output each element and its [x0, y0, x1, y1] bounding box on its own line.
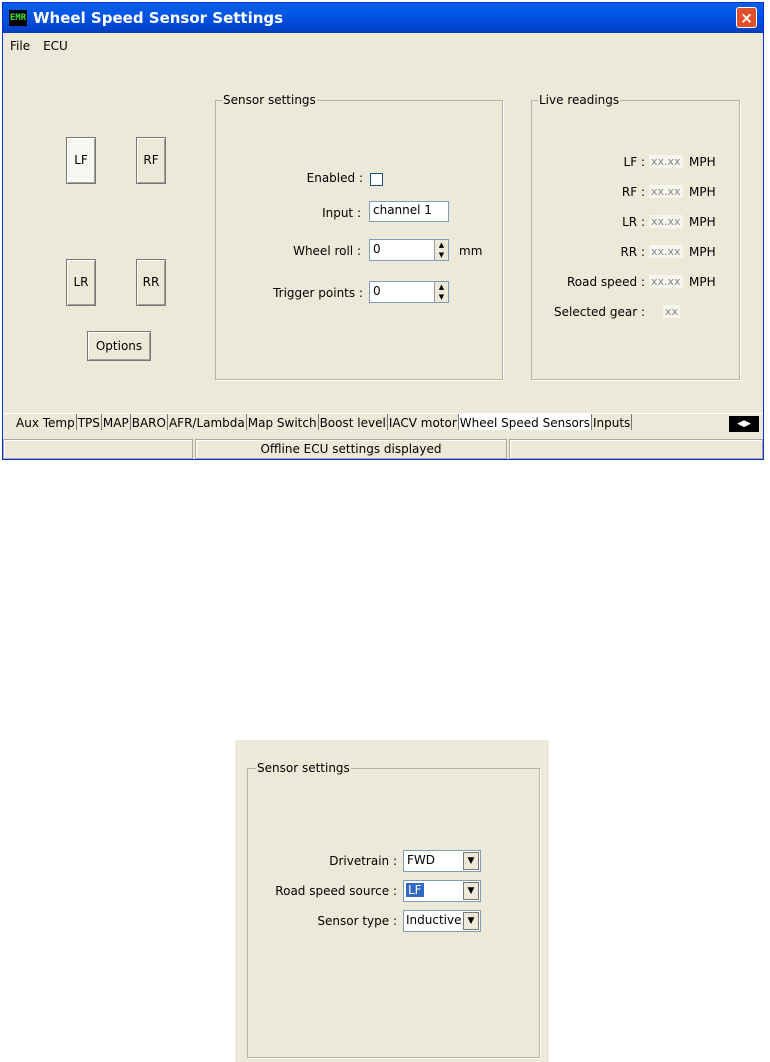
- tab-tps[interactable]: TPS: [77, 416, 100, 430]
- wheel-rr-button[interactable]: RR: [136, 259, 166, 306]
- menu-bar: [3, 39, 74, 57]
- detail-sensor-settings-group: [247, 768, 540, 1058]
- live-road-speed-value: xx.xx: [651, 275, 681, 288]
- status-bar: [3, 439, 763, 459]
- selected-gear-value: xx: [665, 305, 679, 318]
- trigger-points-spinner[interactable]: [369, 281, 449, 303]
- drivetrain-value: FWD: [407, 853, 436, 867]
- drivetrain-select[interactable]: [403, 850, 481, 872]
- live-readings-title: Live readings: [539, 93, 620, 107]
- sensor-settings-title: Sensor settings: [223, 93, 316, 107]
- tab-iacv-motor[interactable]: IACV motor: [388, 416, 457, 430]
- chevron-down-icon[interactable]: ▼: [463, 882, 479, 900]
- live-lr-label: LR :: [622, 215, 645, 229]
- tab-map-switch[interactable]: Map Switch: [247, 416, 317, 430]
- enabled-checkbox[interactable]: [370, 173, 383, 186]
- close-button[interactable]: ×: [736, 7, 757, 28]
- app-icon: EMR: [9, 10, 27, 26]
- tab-afr-lambda[interactable]: AFR/Lambda: [168, 416, 245, 430]
- live-rr-label: RR :: [620, 245, 645, 259]
- tab-aux-temp[interactable]: Aux Temp: [16, 416, 75, 430]
- sensor-settings-group: [215, 100, 503, 380]
- tab-wheel-speed-sensors[interactable]: Wheel Speed Sensors: [459, 416, 590, 430]
- sensor-type-select[interactable]: [403, 910, 481, 932]
- trigger-points-label: Trigger points :: [273, 286, 363, 300]
- tab-scroll-arrows[interactable]: ◀▶: [729, 416, 759, 432]
- chevron-down-icon[interactable]: ▼: [463, 852, 479, 870]
- tab-map[interactable]: MAP: [102, 416, 129, 430]
- wheel-lr-button[interactable]: LR: [66, 259, 96, 306]
- live-rf-value: xx.xx: [651, 185, 681, 198]
- wheel-roll-label: Wheel roll :: [293, 244, 361, 258]
- live-rr-unit: MPH: [689, 245, 716, 259]
- tab-inputs[interactable]: Inputs: [592, 416, 631, 430]
- options-button[interactable]: Options: [87, 331, 151, 361]
- live-lr-unit: MPH: [689, 215, 716, 229]
- settings-window: [2, 2, 764, 460]
- road-speed-source-value: LF: [408, 883, 422, 897]
- menu-file[interactable]: File: [10, 39, 31, 53]
- detail-sensor-settings-title: Sensor settings: [257, 761, 350, 775]
- tab-list: [15, 414, 632, 430]
- live-road-speed-unit: MPH: [689, 275, 716, 289]
- road-speed-source-select[interactable]: [403, 880, 481, 902]
- live-lr-value: xx.xx: [651, 215, 681, 228]
- live-lf-value: xx.xx: [651, 155, 681, 168]
- trigger-points-value: 0: [373, 284, 381, 298]
- sensor-settings-detail-panel: [235, 740, 549, 1062]
- live-lf-unit: MPH: [689, 155, 716, 169]
- status-cell-right: [509, 439, 763, 459]
- menu-ecu[interactable]: ECU: [43, 39, 68, 53]
- live-rr-value: xx.xx: [651, 245, 681, 258]
- wheel-rf-button[interactable]: RF: [136, 137, 166, 184]
- wheel-roll-spinner[interactable]: [369, 239, 449, 261]
- input-label: Input :: [322, 206, 361, 220]
- selected-gear-label: Selected gear :: [554, 305, 645, 319]
- chevron-down-icon[interactable]: ▼: [463, 912, 479, 930]
- wheel-roll-unit: mm: [459, 244, 483, 258]
- tab-strip: [3, 413, 763, 436]
- live-rf-label: RF :: [621, 185, 645, 199]
- live-rf-unit: MPH: [689, 185, 716, 199]
- title-bar[interactable]: [3, 3, 763, 33]
- sensor-type-value: Inductive: [406, 913, 462, 927]
- trigger-points-spin-arrows[interactable]: ▲ ▼: [434, 282, 448, 302]
- live-lf-label: LF :: [623, 155, 645, 169]
- window-title: Wheel Speed Sensor Settings: [33, 9, 284, 27]
- drivetrain-label: Drivetrain :: [329, 854, 397, 868]
- road-speed-source-label: Road speed source :: [275, 884, 397, 898]
- status-message: Offline ECU settings displayed: [195, 439, 507, 459]
- enabled-label: Enabled :: [306, 171, 363, 185]
- input-field[interactable]: channel 1: [369, 201, 449, 222]
- live-readings-group: [531, 100, 740, 380]
- wheel-roll-value: 0: [373, 242, 381, 256]
- tab-baro[interactable]: BARO: [131, 416, 166, 430]
- sensor-type-label: Sensor type :: [317, 914, 397, 928]
- wheel-lf-button[interactable]: LF: [66, 137, 96, 184]
- status-cell-left: [3, 439, 193, 459]
- tab-boost-level[interactable]: Boost level: [319, 416, 386, 430]
- live-road-speed-label: Road speed :: [566, 275, 645, 289]
- wheel-roll-spin-arrows[interactable]: ▲ ▼: [434, 240, 448, 260]
